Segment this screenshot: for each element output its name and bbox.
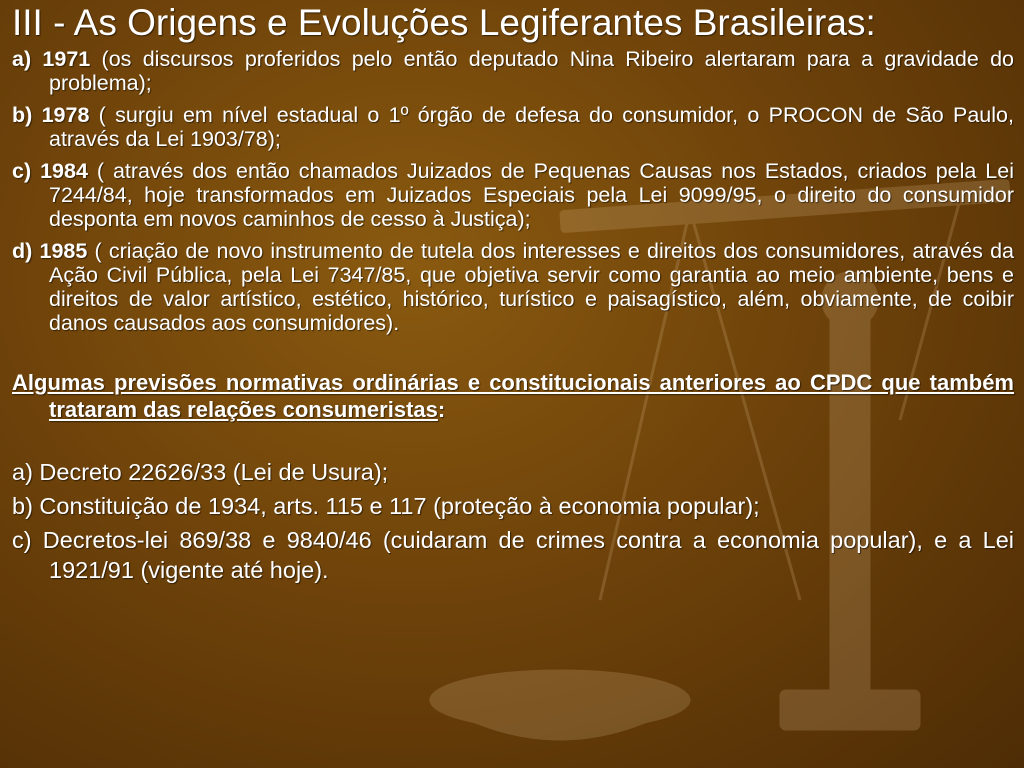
item-lead: b) 1978 xyxy=(12,103,90,127)
section-heading xyxy=(12,369,1014,423)
slide-content xyxy=(12,4,1014,589)
list-item: a) Decreto 22626/33 (Lei de Usura); xyxy=(12,459,389,485)
item-lead: c) 1984 xyxy=(12,159,88,183)
list-item xyxy=(12,47,1014,95)
item-lead: d) 1985 xyxy=(12,239,88,263)
list-item xyxy=(12,103,1014,151)
item-text: (os discursos proferidos pelo então deputado Nina Ribeiro alertaram para a gravidade do problema); xyxy=(49,47,1015,95)
list-item xyxy=(12,159,1014,231)
slide-title: III - As Origens e Evoluções Legiferantes Brasileiras: xyxy=(12,2,876,43)
heading-suffix: : xyxy=(437,397,446,422)
item-lead: a) 1971 xyxy=(12,47,91,71)
list-item xyxy=(12,239,1014,335)
item-text: ( surgiu em nível estadual o 1º órgão de defesa do consumidor, o PROCON de São Paulo, através da Lei 1903/78); xyxy=(49,103,1014,151)
list-item: b) Constituição de 1934, arts. 115 e 117 (proteção à economia popular); xyxy=(12,493,760,519)
item-text: ( através dos então chamados Juizados de Pequenas Causas nos Estados, criados pela Lei 7244/84, hoje transformados em Juizados Especiais pela Lei 9099/95, o direito do consumidor desponta em novos caminhos de cesso à Justiça); xyxy=(49,159,1014,231)
heading-text: Algumas previsões normativas ordinárias e constitucionais anteriores ao CPDC que também trataram das relações consumeristas xyxy=(12,370,1014,422)
list-item: c) Decretos-lei 869/38 e 9840/46 (cuidaram de crimes contra a economia popular), e a Lei 1921/91 (vigente até hoje). xyxy=(12,527,1014,583)
item-text: ( criação de novo instrumento de tutela dos interesses e direitos dos consumidores, através da Ação Civil Pública, pela Lei 7347/85, que objetiva servir como garantia ao meio ambiente, bens e direitos de valor artístico, estético, histórico, turístico e paisagístico, além, obviamente, de coibir danos causados aos consumidores). xyxy=(49,239,1014,335)
